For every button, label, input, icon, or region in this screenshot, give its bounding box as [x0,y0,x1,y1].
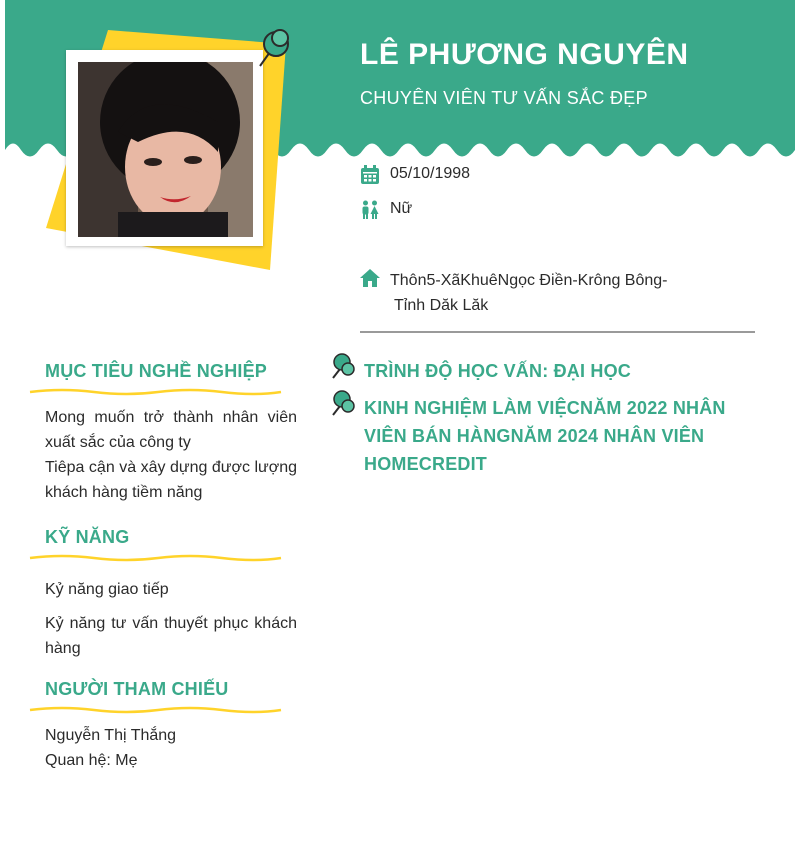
reference-underline [28,704,283,716]
skill-item-1: Kỷ năng giao tiếp [45,581,169,598]
profile-photo-block [40,30,290,275]
pin-icon [250,26,294,74]
reference-heading: NGƯỜI THAM CHIẾU [45,679,229,699]
profile-photo [78,62,253,237]
objective-line-1: Mong muốn trở thành nhân viên xuất sắc của công ty [45,409,297,451]
address-line-1: Thôn5-XãKhuêNgọc Điền-Krông Bông- [390,272,668,289]
skills-heading: KỸ NĂNG [45,527,130,547]
birthdate-value: 05/10/1998 [390,165,471,182]
address-value [390,268,720,318]
skill-item-2: Kỷ năng tư vấn thuyết phục khách hàng [45,615,297,657]
address-line-2: Tỉnh Dăk Lăk [394,297,489,314]
gender-value: Nữ [390,200,413,217]
job-title: CHUYÊN VIÊN TƯ VẤN SẮC ĐẸP [360,88,648,108]
objective-text [45,405,297,505]
experience-text: KINH NGHIỆM LÀM VIỆCNĂM 2022 NHÂN VIÊN BÁN HÀNGNĂM 2024 NHÂN VIÊN HOMECREDIT [364,398,726,474]
skills-underline [28,552,283,564]
reference-relation: Quan hệ: Mẹ [45,752,138,769]
objective-heading: MỤC TIÊU NGHỀ NGHIỆP [45,361,268,381]
reference-text [45,723,297,773]
objective-line-2: Tiêpa cận và xây dựng được lượng khách hàng tiềm năng [45,459,297,501]
objective-underline [28,386,283,398]
pushpin-icon [330,352,356,380]
photo-frame [66,50,263,246]
education-text: TRÌNH ĐỘ HỌC VẤN: ĐẠI HỌC [364,361,631,381]
pushpin-icon [330,389,356,417]
reference-name: Nguyễn Thị Thắng [45,727,177,744]
info-divider [360,331,755,333]
people-icon [360,200,380,220]
full-name: LÊ PHƯƠNG NGUYÊN [360,38,689,71]
home-icon [360,268,380,288]
calendar-icon [360,165,380,185]
